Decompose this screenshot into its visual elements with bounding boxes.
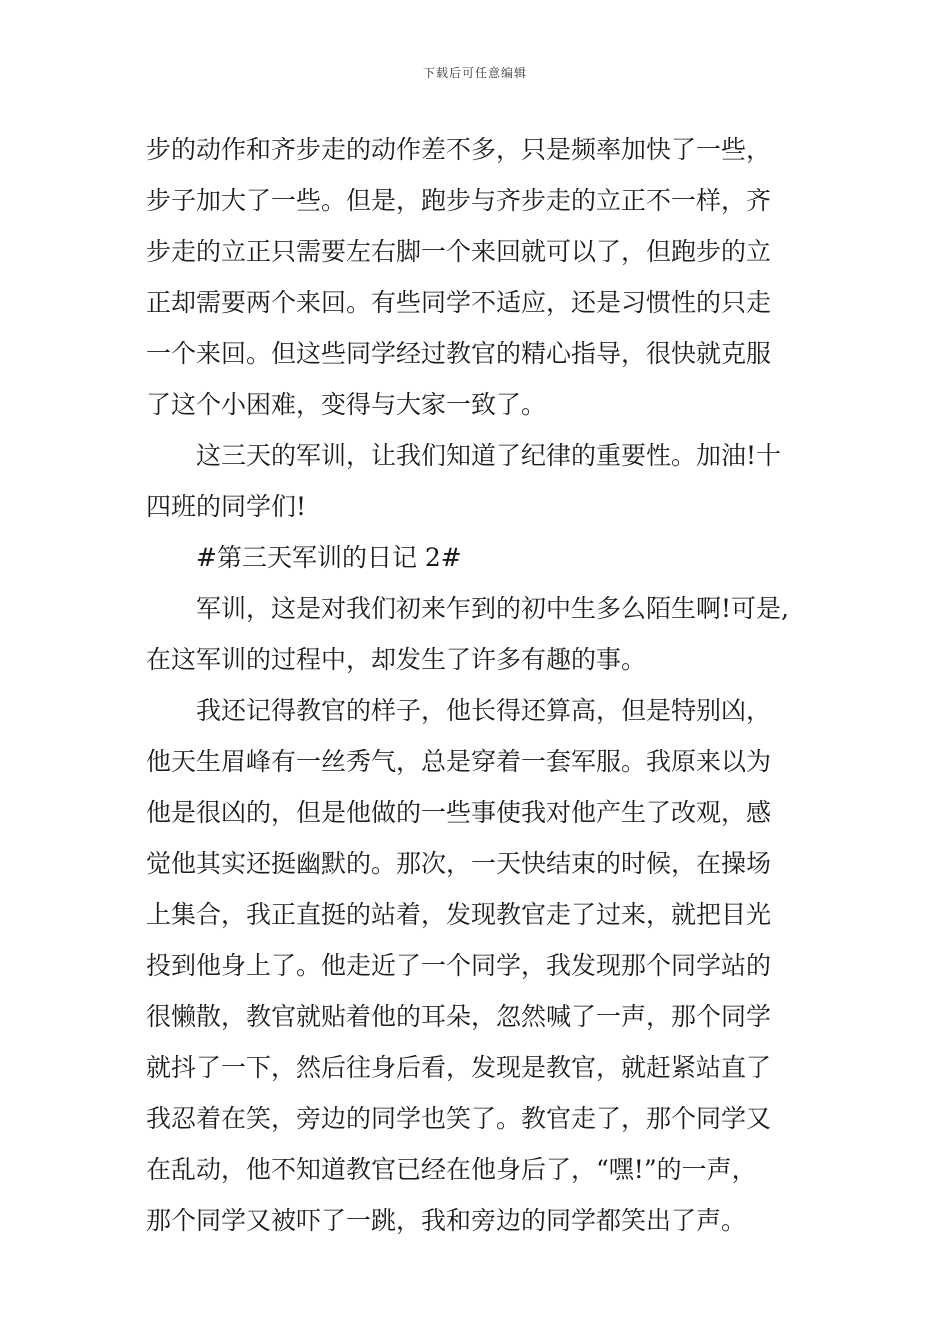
text-line: 步走的立正只需要左右脚一个来回就可以了，但跑步的立 — [146, 237, 772, 266]
text-line: 上集合，我正直挺的站着，发现教官走了过来，就把目光 — [146, 900, 772, 929]
text-line: 四班的同学们! — [146, 492, 307, 521]
text-line: 他是很凶的，但是他做的一些事使我对他产生了改观，感 — [146, 798, 772, 827]
text-line: 觉他其实还挺幽默的。那次，一天快结束的时候，在操场 — [146, 849, 772, 878]
text-line: 投到他身上了。他走近了一个同学，我发现那个同学站的 — [146, 951, 772, 980]
section-heading: #第三天军训的日记 2# — [196, 543, 462, 572]
page-header: 下载后可任意编辑 — [422, 66, 527, 80]
text-line: 我忍着在笑，旁边的同学也笑了。教官走了，那个同学又 — [146, 1104, 772, 1133]
text-line: 那个同学又被吓了一跳，我和旁边的同学都笑出了声。 — [146, 1206, 747, 1235]
document-body — [146, 124, 816, 1246]
text-line: 一个来回。但这些同学经过教官的精心指导，很快就克服 — [146, 339, 772, 368]
text-line: 了这个小困难，变得与大家一致了。 — [146, 390, 547, 419]
text-line: 在这军训的过程中，却发生了许多有趣的事。 — [146, 645, 647, 674]
text-line: 他天生眉峰有一丝秀气，总是穿着一套军服。我原来以为 — [146, 747, 772, 776]
text-line: 步子加大了一些。但是，跑步与齐步走的立正不一样，齐 — [146, 186, 772, 215]
text-line: 很懒散，教官就贴着他的耳朵，忽然喊了一声，那个同学 — [146, 1002, 772, 1031]
text-line: 就抖了一下，然后往身后看，发现是教官，就赶紧站直了 — [146, 1053, 772, 1082]
text-line: 在乱动，他不知道教官已经在他身后了，“嘿!”的一声， — [146, 1155, 757, 1184]
paragraph-start-line: 军训，这是对我们初来乍到的初中生多么陌生啊!可是, — [196, 594, 789, 623]
paragraph-start-line: 这三天的军训，让我们知道了纪律的重要性。加油!十 — [196, 441, 782, 470]
text-line: 正却需要两个来回。有些同学不适应，还是习惯性的只走 — [146, 288, 772, 317]
paragraph-start-line: 我还记得教官的样子，他长得还算高，但是特别凶， — [196, 696, 772, 725]
text-line: 步的动作和齐步走的动作差不多，只是频率加快了一些， — [146, 135, 772, 164]
